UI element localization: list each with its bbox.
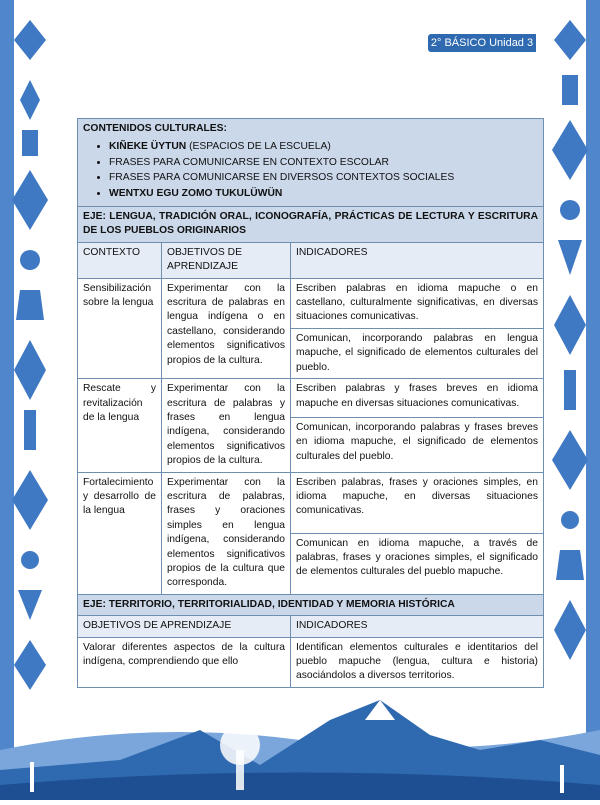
contenidos-list xyxy=(83,140,538,201)
list-item: • FRASES PARA COMUNICARSE EN DIVERSOS CONTEXTOS SOCIALES xyxy=(109,171,538,185)
objetivo-cell: Valorar diferentes aspectos de la cultura indígena, comprendiendo que ello xyxy=(78,637,291,687)
curriculum-table xyxy=(77,118,544,688)
objetivo-cell: Experimentar con la escritura de palabras y frases en lengua indígena, considerando elementos significativos propios de la cultura. xyxy=(162,379,291,472)
decorative-left-border xyxy=(0,0,60,800)
indicador-cell: Comunican en idioma mapuche, a través de palabras, frases y oraciones simples, el significado de elementos culturales del pueblo mapuche. xyxy=(291,533,544,594)
indicador-cell: Escriben palabras, frases y oraciones simples, en idioma mapuche, en diversas situaciones comunicativas. xyxy=(291,472,544,533)
decorative-landscape xyxy=(0,690,600,800)
contexto-cell: Sensibilización sobre la lengua xyxy=(78,278,162,378)
objetivo-cell: Experimentar con la escritura de palabras en lengua indígena o en castellano, considerando elementos significativos propios de la cultura. xyxy=(162,278,291,378)
table-row xyxy=(78,637,544,687)
header-objetivos-2: OBJETIVOS DE APRENDIZAJE xyxy=(78,616,291,637)
grade-unit-badge: 2° BÁSICO Unidad 3 xyxy=(428,34,536,52)
objetivo-cell: Experimentar con la escritura de palabras, frases y oraciones simples en lengua indígena, considerando elementos significativos propios de la cultura que corresponda. xyxy=(162,472,291,594)
table-row xyxy=(78,379,544,418)
indicador-cell: Comunican, incorporando palabras en lengua mapuche, el significado de elementos culturales del pueblo. xyxy=(291,328,544,378)
indicador-cell: Escriben palabras en idioma mapuche o en castellano, culturalmente significativas, en diversas situaciones comunicativas. xyxy=(291,278,544,328)
table-row xyxy=(78,278,544,328)
eje1-title: EJE: LENGUA, TRADICIÓN ORAL, ICONOGRAFÍA, PRÁCTICAS DE LECTURA Y ESCRITURA DE LOS PUEBLOS ORIGINARIOS xyxy=(78,207,544,243)
indicador-cell: Identifican elementos culturales e identitarios del pueblo mapuche (lengua, cultura e historia) asociándolos a diversos territorios. xyxy=(291,637,544,687)
indicador-cell: Comunican, incorporando palabras y frases breves en idioma mapuche, el significado de elementos culturales del pueblo. xyxy=(291,417,544,472)
header-contexto: CONTEXTO xyxy=(78,242,162,278)
contexto-cell: Fortalecimiento y desarrollo de la lengua xyxy=(78,472,162,594)
header-indicadores: INDICADORES xyxy=(291,242,544,278)
list-item: • FRASES PARA COMUNICARSE EN CONTEXTO ESCOLAR xyxy=(109,156,538,170)
table-row xyxy=(78,472,544,533)
contenidos-section xyxy=(78,119,544,207)
eje2-title: EJE: TERRITORIO, TERRITORIALIDAD, IDENTIDAD Y MEMORIA HISTÓRICA xyxy=(78,594,544,615)
indicador-cell: Escriben palabras y frases breves en idioma mapuche en diversas situaciones comunicativas. xyxy=(291,379,544,418)
header-objetivos: OBJETIVOS DE APRENDIZAJE xyxy=(162,242,291,278)
decorative-right-border xyxy=(540,0,600,800)
header-indicadores-2: INDICADORES xyxy=(291,616,544,637)
list-item: • WENTXU EGU ZOMO TUKULÜWÜN xyxy=(109,187,538,201)
contenidos-title: CONTENIDOS CULTURALES: xyxy=(83,123,227,134)
list-item: • KIÑEKE ÜYTUN (ESPACIOS DE LA ESCUELA) xyxy=(109,140,538,154)
contexto-cell: Rescate y revitalización de la lengua xyxy=(78,379,162,472)
